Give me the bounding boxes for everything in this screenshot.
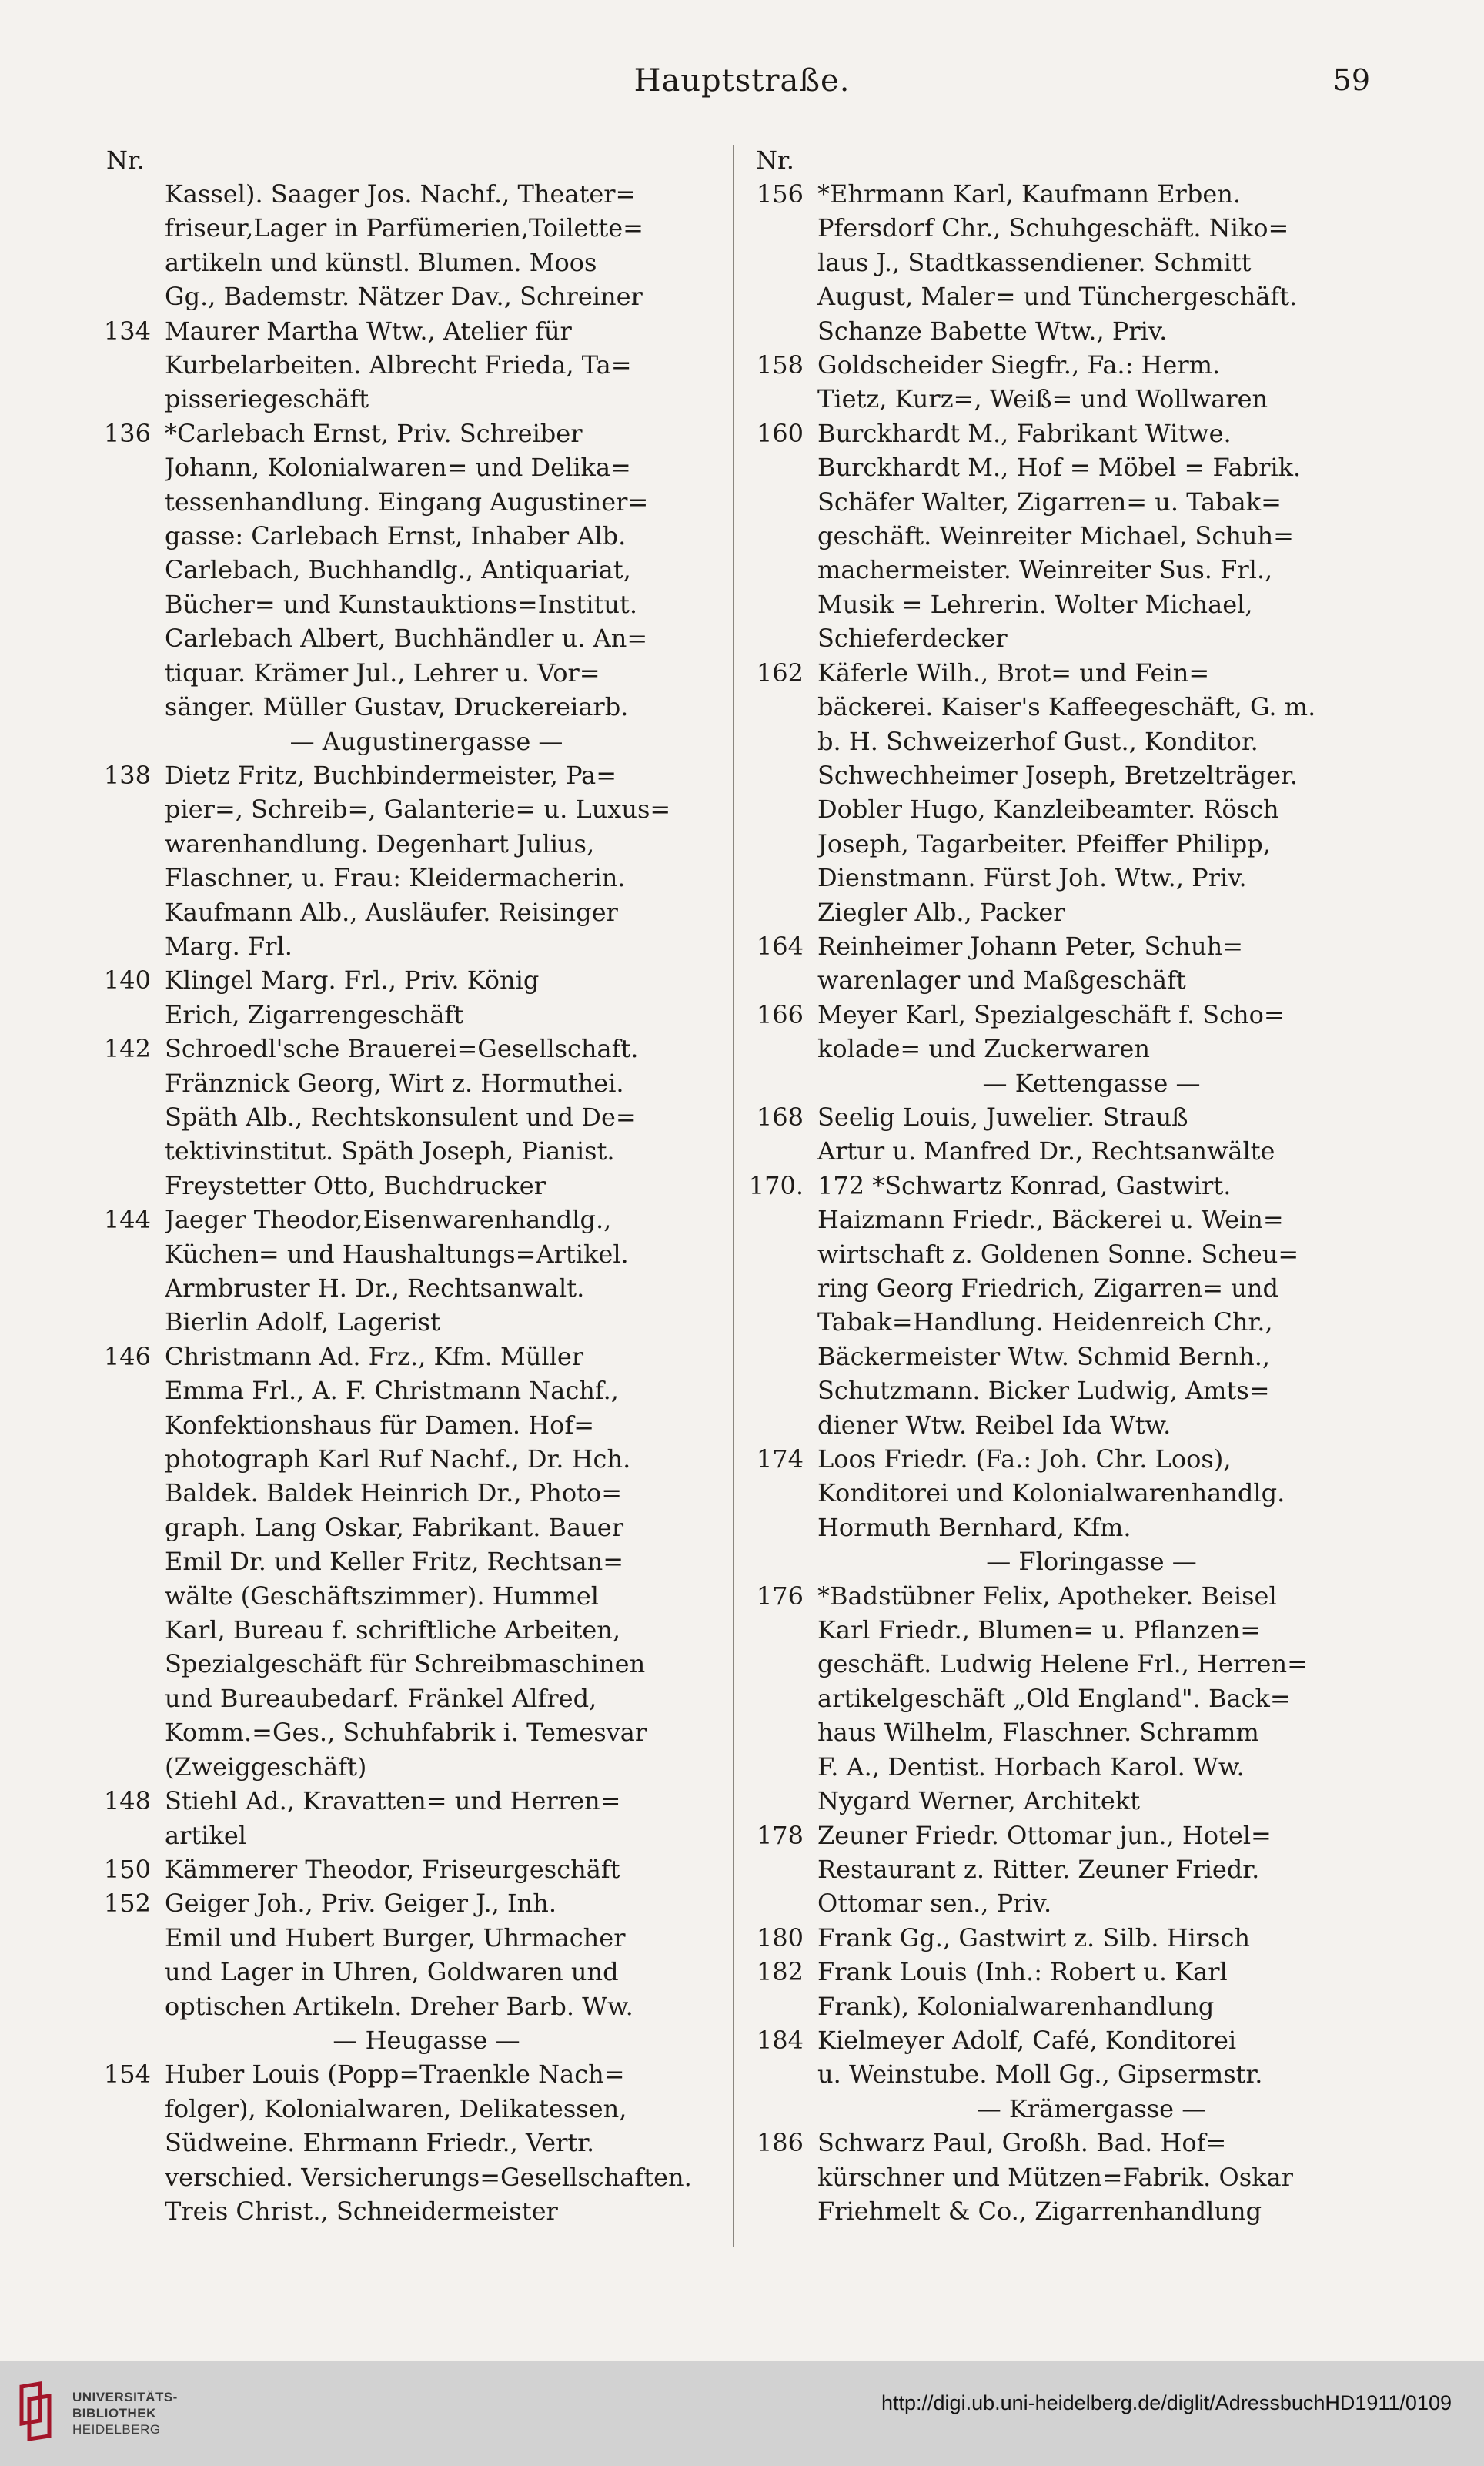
entry-text <box>817 2126 1369 2228</box>
page-number: 59 <box>1332 63 1370 97</box>
entry-line: Hormuth Bernhard, Kfm. <box>817 1512 1131 1542</box>
footer-bar <box>0 2361 1484 2466</box>
entry-line: Erich, Zigarrengeschäft <box>165 999 464 1029</box>
entry-line: Spezialgeschäft für Schreibmaschinen <box>165 1649 646 1679</box>
entry-line: Geiger Joh., Priv. Geiger J., Inh. <box>165 1889 557 1919</box>
entry-line: Konfektionshaus für Damen. Hof= <box>165 1410 595 1440</box>
entry-line: Fränznick Georg, Wirt z. Hormuthei. <box>165 1068 624 1098</box>
entry-line: (Zweiggeschäft) <box>165 1752 367 1782</box>
logo-line-2: BIBLIOTHEK <box>72 2405 156 2421</box>
entry-line: Armbruster H. Dr., Rechtsanwalt. <box>165 1273 585 1303</box>
house-number: 170. <box>748 1170 804 1200</box>
house-number: 178 <box>756 1820 804 1850</box>
left-column <box>95 143 692 2228</box>
house-number: 162 <box>756 657 804 688</box>
entry-line: Jaeger Theodor,Eisenwarenhandlg., <box>165 1205 612 1235</box>
entry-line: diener Wtw. Reibel Ida Wtw. <box>817 1410 1171 1440</box>
entry-line: tektivinstitut. Späth Joseph, Pianist. <box>165 1136 615 1166</box>
address-entry <box>95 1784 688 1852</box>
street-heading: — Kettengasse — <box>982 1068 1201 1098</box>
entry-line: artikeln und künstl. Blumen. Moos <box>165 247 597 277</box>
address-entry <box>745 1921 1369 1955</box>
house-number: 182 <box>756 1957 804 1987</box>
address-entry <box>745 2126 1369 2228</box>
house-number: 184 <box>756 2025 804 2055</box>
street-heading: — Heugasse — <box>333 2025 520 2055</box>
entry-text <box>165 1784 688 1852</box>
entry-line: verschied. Versicherungs=Gesellschaften. <box>165 2162 692 2192</box>
entry-line: Dietz Fritz, Buchbindermeister, Pa= <box>165 760 617 790</box>
entry-line: Emil Dr. und Keller Fritz, Rechtsan= <box>165 1547 623 1577</box>
entry-text <box>817 1579 1369 1819</box>
entry-line: Kielmeyer Adolf, Café, Konditorei <box>817 2025 1237 2055</box>
entry-text <box>817 177 1369 348</box>
entry-line: Emil und Hubert Burger, Uhrmacher <box>165 1922 626 1952</box>
address-entry <box>95 1852 688 1886</box>
address-entry <box>95 417 688 724</box>
entry-text <box>817 1955 1369 2023</box>
entry-line: Schwarz Paul, Großh. Bad. Hof= <box>817 2128 1227 2158</box>
house-number: 168 <box>756 1102 804 1132</box>
entry-line: Frank Louis (Inh.: Robert u. Karl <box>817 1957 1228 1987</box>
entry-line: Schutzmann. Bicker Ludwig, Amts= <box>817 1376 1270 1406</box>
entry-text <box>165 1340 688 1784</box>
house-number: 144 <box>103 1205 151 1235</box>
address-entry <box>95 963 688 1032</box>
entry-line: Christmann Ad. Frz., Kfm. Müller <box>165 1341 584 1371</box>
entry-line: Loos Friedr. (Fa.: Joh. Chr. Loos), <box>817 1444 1232 1474</box>
entry-line: Treis Christ., Schneidermeister <box>165 2196 558 2226</box>
address-entry <box>745 1100 1369 1169</box>
address-entry <box>745 1819 1369 1921</box>
house-number: 150 <box>103 1854 151 1884</box>
entry-line: b. H. Schweizerhof Gust., Konditor. <box>817 726 1258 756</box>
address-entry <box>745 1169 1369 1442</box>
address-entry <box>95 1886 688 2023</box>
entry-line: Gg., Bademstr. Nätzer Dav., Schreiner <box>165 282 643 312</box>
entry-line: Späth Alb., Rechtskonsulent und De= <box>165 1102 637 1132</box>
entry-line: Frank Gg., Gastwirt z. Silb. Hirsch <box>817 1922 1250 1952</box>
entry-line: photograph Karl Ruf Nachf., Dr. Hch. <box>165 1444 631 1474</box>
source-url-link[interactable]: http://digi.ub.uni-heidelberg.de/diglit/AdressbuchHD1911/0109 <box>881 2391 1452 2414</box>
entry-line: Küchen= und Haushaltungs=Artikel. <box>165 1239 629 1269</box>
entry-line: Zeuner Friedr. Ottomar jun., Hotel= <box>817 1820 1272 1850</box>
entry-text <box>817 656 1369 929</box>
house-number: 140 <box>103 965 151 995</box>
entry-line: Haizmann Friedr., Bäckerei u. Wein= <box>817 1205 1284 1235</box>
entry-line: wirtschaft z. Goldenen Sonne. Scheu= <box>817 1239 1299 1269</box>
library-logo-icon <box>17 2381 62 2445</box>
entry-line: *Ehrmann Karl, Kaufmann Erben. <box>817 179 1242 209</box>
entry-line: Tietz, Kurz=, Weiß= und Wollwaren <box>817 384 1268 414</box>
address-entry <box>95 1203 688 1340</box>
entry-line: artikelgeschäft „Old England". Back= <box>817 1683 1291 1713</box>
entry-text <box>817 1100 1369 1169</box>
entry-line: optischen Artikeln. Dreher Barb. Ww. <box>165 1991 633 2021</box>
entry-line: wälte (Geschäftszimmer). Hummel <box>165 1581 600 1611</box>
entry-text <box>165 1852 688 1886</box>
column-nr-label: Nr. <box>756 146 794 175</box>
entry-line: kürschner und Mützen=Fabrik. Oskar <box>817 2162 1293 2192</box>
entry-line: Dienstmann. Fürst Joh. Wtw., Priv. <box>817 863 1247 893</box>
right-column <box>745 143 1369 2228</box>
entry-line: Konditorei und Kolonialwarenhandlg. <box>817 1478 1285 1508</box>
entry-line: Ottomar sen., Priv. <box>817 1889 1052 1919</box>
entry-text <box>165 314 688 417</box>
entry-line: bäckerei. Kaiser's Kaffeegeschäft, G. m. <box>817 692 1316 722</box>
entry-line: Burckhardt M., Hof = Möbel = Fabrik. <box>817 453 1302 483</box>
entry-line: Ziegler Alb., Packer <box>817 897 1065 927</box>
entry-line: kolade= und Zuckerwaren <box>817 1034 1150 1064</box>
street-heading: — Augustinergasse — <box>289 726 563 756</box>
address-entry <box>745 2023 1369 2092</box>
entry-text <box>817 417 1369 656</box>
entry-line: Klingel Marg. Frl., Priv. König <box>165 965 540 995</box>
entry-line: geschäft. Weinreiter Michael, Schuh= <box>817 521 1294 551</box>
entry-line: Tabak=Handlung. Heidenreich Chr., <box>817 1307 1273 1337</box>
entry-text <box>165 1886 688 2023</box>
house-number: 174 <box>756 1444 804 1474</box>
entry-line: Flaschner, u. Frau: Kleidermacherin. <box>165 863 626 893</box>
house-number: 158 <box>756 350 804 380</box>
entry-line: Carlebach Albert, Buchhändler u. An= <box>165 624 648 654</box>
entry-line: Bäckermeister Wtw. Schmid Bernh., <box>817 1341 1271 1371</box>
entry-line: F. A., Dentist. Horbach Karol. Ww. <box>817 1752 1245 1782</box>
street-heading: — Floringasse — <box>986 1547 1197 1577</box>
entry-line: *Carlebach Ernst, Priv. Schreiber <box>165 418 583 448</box>
address-entry <box>745 929 1369 998</box>
entry-line: Stiehl Ad., Kravatten= und Herren= <box>165 1786 621 1816</box>
entry-line: und Lager in Uhren, Goldwaren und <box>165 1957 619 1987</box>
entry-line: Schäfer Walter, Zigarren= u. Tabak= <box>817 487 1282 517</box>
entry-line: Carlebach, Buchhandlg., Antiquariat, <box>165 555 631 585</box>
entry-text <box>165 963 688 1032</box>
entry-line: geschäft. Ludwig Helene Frl., Herren= <box>817 1649 1308 1679</box>
address-entry <box>95 758 688 963</box>
entry-text <box>817 998 1369 1066</box>
entry-line: Burckhardt M., Fabrikant Witwe. <box>817 418 1232 448</box>
entry-text <box>817 1442 1369 1544</box>
house-number: 176 <box>756 1581 804 1611</box>
entry-line: Kassel). Saager Jos. Nachf., Theater= <box>165 179 637 209</box>
entry-line: Schieferdecker <box>817 624 1008 654</box>
house-number: 160 <box>756 418 804 448</box>
entry-line: Reinheimer Johann Peter, Schuh= <box>817 931 1244 961</box>
entry-line: Kurbelarbeiten. Albrecht Frieda, Ta= <box>165 350 632 380</box>
entry-line: Johann, Kolonialwaren= und Delika= <box>165 453 631 483</box>
entry-line: Marg. Frl. <box>165 931 292 961</box>
entry-line: Joseph, Tagarbeiter. Pfeiffer Philipp, <box>817 828 1271 858</box>
column-nr-label: Nr. <box>106 146 145 175</box>
entry-line: haus Wilhelm, Flaschner. Schramm <box>817 1718 1259 1748</box>
column-divider <box>733 145 734 2247</box>
entry-line: tessenhandlung. Eingang Augustiner= <box>165 487 649 517</box>
entry-line: Karl Friedr., Blumen= u. Pflanzen= <box>817 1615 1262 1645</box>
entry-line: August, Maler= und Tünchergeschäft. <box>817 282 1298 312</box>
street-heading: — Krämergasse — <box>976 2093 1207 2123</box>
entry-line: und Bureaubedarf. Fränkel Alfred, <box>165 1683 597 1713</box>
house-number: 148 <box>103 1786 151 1816</box>
address-entry <box>745 998 1369 1066</box>
entry-line: machermeister. Weinreiter Sus. Frl., <box>817 555 1273 585</box>
logo-line-3: HEIDELBERG <box>72 2421 161 2437</box>
entry-line: Artur u. Manfred Dr., Rechtsanwälte <box>817 1136 1275 1166</box>
entry-line: warenlager und Maßgeschäft <box>817 965 1186 995</box>
house-number: 134 <box>103 316 151 346</box>
house-number: 166 <box>756 999 804 1029</box>
house-number: 154 <box>103 2059 151 2090</box>
entry-text <box>817 1169 1369 1442</box>
entry-line: tiquar. Krämer Jul., Lehrer u. Vor= <box>165 657 600 688</box>
entry-text <box>165 758 688 963</box>
entry-line: Frank), Kolonialwarenhandlung <box>817 1991 1215 2021</box>
entry-line: Kaufmann Alb., Ausläufer. Reisinger <box>165 897 618 927</box>
house-number: 138 <box>103 760 151 790</box>
address-entry <box>745 348 1369 417</box>
entry-line: Freystetter Otto, Buchdrucker <box>165 1170 546 1200</box>
entry-line: Friehmelt & Co., Zigarrenhandlung <box>817 2196 1262 2226</box>
entry-line: Goldscheider Siegfr., Fa.: Herm. <box>817 350 1221 380</box>
entry-line: Bücher= und Kunstauktions=Institut. <box>165 589 637 619</box>
entry-line: Karl, Bureau f. schriftliche Arbeiten, <box>165 1615 621 1645</box>
address-entry <box>745 1442 1369 1544</box>
library-logo <box>17 2381 178 2445</box>
entry-line: graph. Lang Oskar, Fabrikant. Bauer <box>165 1512 623 1542</box>
entry-line: Meyer Karl, Spezialgeschäft f. Scho= <box>817 999 1285 1029</box>
entry-line: Schwechheimer Joseph, Bretzelträger. <box>817 760 1298 790</box>
entry-text <box>165 177 688 314</box>
entry-line: 172 *Schwartz Konrad, Gastwirt. <box>817 1170 1232 1200</box>
house-number: 164 <box>756 931 804 961</box>
entry-line: Südweine. Ehrmann Friedr., Vertr. <box>165 2128 595 2158</box>
entry-line: sänger. Müller Gustav, Druckereiarb. <box>165 692 629 722</box>
entry-line: Dobler Hugo, Kanzleibeamter. Rösch <box>817 795 1279 825</box>
house-number: 186 <box>756 2128 804 2158</box>
entry-line: Kämmerer Theodor, Friseurgeschäft <box>165 1854 620 1884</box>
house-number: 136 <box>103 418 151 448</box>
entry-line: Seelig Louis, Juwelier. Strauß <box>817 1102 1188 1132</box>
address-entry <box>95 1032 688 1203</box>
house-number: 146 <box>103 1341 151 1371</box>
entry-text <box>165 1203 688 1340</box>
address-entry <box>95 314 688 417</box>
entry-line: Nygard Werner, Architekt <box>817 1786 1140 1816</box>
entry-text <box>817 1921 1369 1955</box>
house-number: 180 <box>756 1922 804 1952</box>
entry-line: warenhandlung. Degenhart Julius, <box>165 828 595 858</box>
house-number: 142 <box>103 1034 151 1064</box>
entry-text <box>165 2057 692 2228</box>
address-entry <box>745 177 1369 348</box>
entry-text <box>817 929 1369 998</box>
house-number: 152 <box>103 1889 151 1919</box>
house-number <box>95 177 165 314</box>
entry-line: laus J., Stadtkassendiener. Schmitt <box>817 247 1252 277</box>
entry-line: Baldek. Baldek Heinrich Dr., Photo= <box>165 1478 623 1508</box>
page-title: Hauptstraße. <box>633 63 851 99</box>
entry-line: Maurer Martha Wtw., Atelier für <box>165 316 572 346</box>
entry-line: friseur,Lager in Parfümerien,Toilette= <box>165 213 643 243</box>
entry-line: pier=, Schreib=, Galanterie= u. Luxus= <box>165 795 671 825</box>
entry-text <box>817 2023 1369 2092</box>
entry-line: pisseriegeschäft <box>165 384 369 414</box>
address-entry <box>745 656 1369 929</box>
entry-line: artikel <box>165 1820 247 1850</box>
address-entry <box>95 1340 688 1784</box>
address-entry <box>745 417 1369 656</box>
address-entry <box>745 1579 1369 1819</box>
logo-line-1: UNIVERSITÄTS- <box>72 2389 178 2404</box>
entry-line: Schroedl'sche Brauerei=Gesellschaft. <box>165 1034 639 1064</box>
entry-line: Emma Frl., A. F. Christmann Nachf., <box>165 1376 619 1406</box>
entry-line: u. Weinstube. Moll Gg., Gipsermstr. <box>817 2059 1263 2090</box>
entry-line: folger), Kolonialwaren, Delikatessen, <box>165 2093 627 2123</box>
entry-line: *Badstübner Felix, Apotheker. Beisel <box>817 1581 1277 1611</box>
house-number: 156 <box>756 179 804 209</box>
entry-line: Bierlin Adolf, Lagerist <box>165 1307 440 1337</box>
entry-line: Komm.=Ges., Schuhfabrik i. Temesvar <box>165 1718 647 1748</box>
entry-line: Käferle Wilh., Brot= und Fein= <box>817 657 1210 688</box>
entry-line: Schanze Babette Wtw., Priv. <box>817 316 1168 346</box>
entry-line: Musik = Lehrerin. Wolter Michael, <box>817 589 1253 619</box>
entry-line: ring Georg Friedrich, Zigarren= und <box>817 1273 1278 1303</box>
address-entry <box>745 1955 1369 2023</box>
entry-line: Restaurant z. Ritter. Zeuner Friedr. <box>817 1854 1260 1884</box>
entry-text <box>817 1819 1369 1921</box>
address-entry <box>95 2057 692 2228</box>
entry-line: gasse: Carlebach Ernst, Inhaber Alb. <box>165 521 627 551</box>
entry-text <box>817 348 1369 417</box>
entry-text <box>165 1032 688 1203</box>
address-entry <box>95 177 688 314</box>
entry-line: Huber Louis (Popp=Traenkle Nach= <box>165 2059 625 2090</box>
entry-line: Pfersdorf Chr., Schuhgeschäft. Niko= <box>817 213 1289 243</box>
entry-text <box>165 417 688 724</box>
